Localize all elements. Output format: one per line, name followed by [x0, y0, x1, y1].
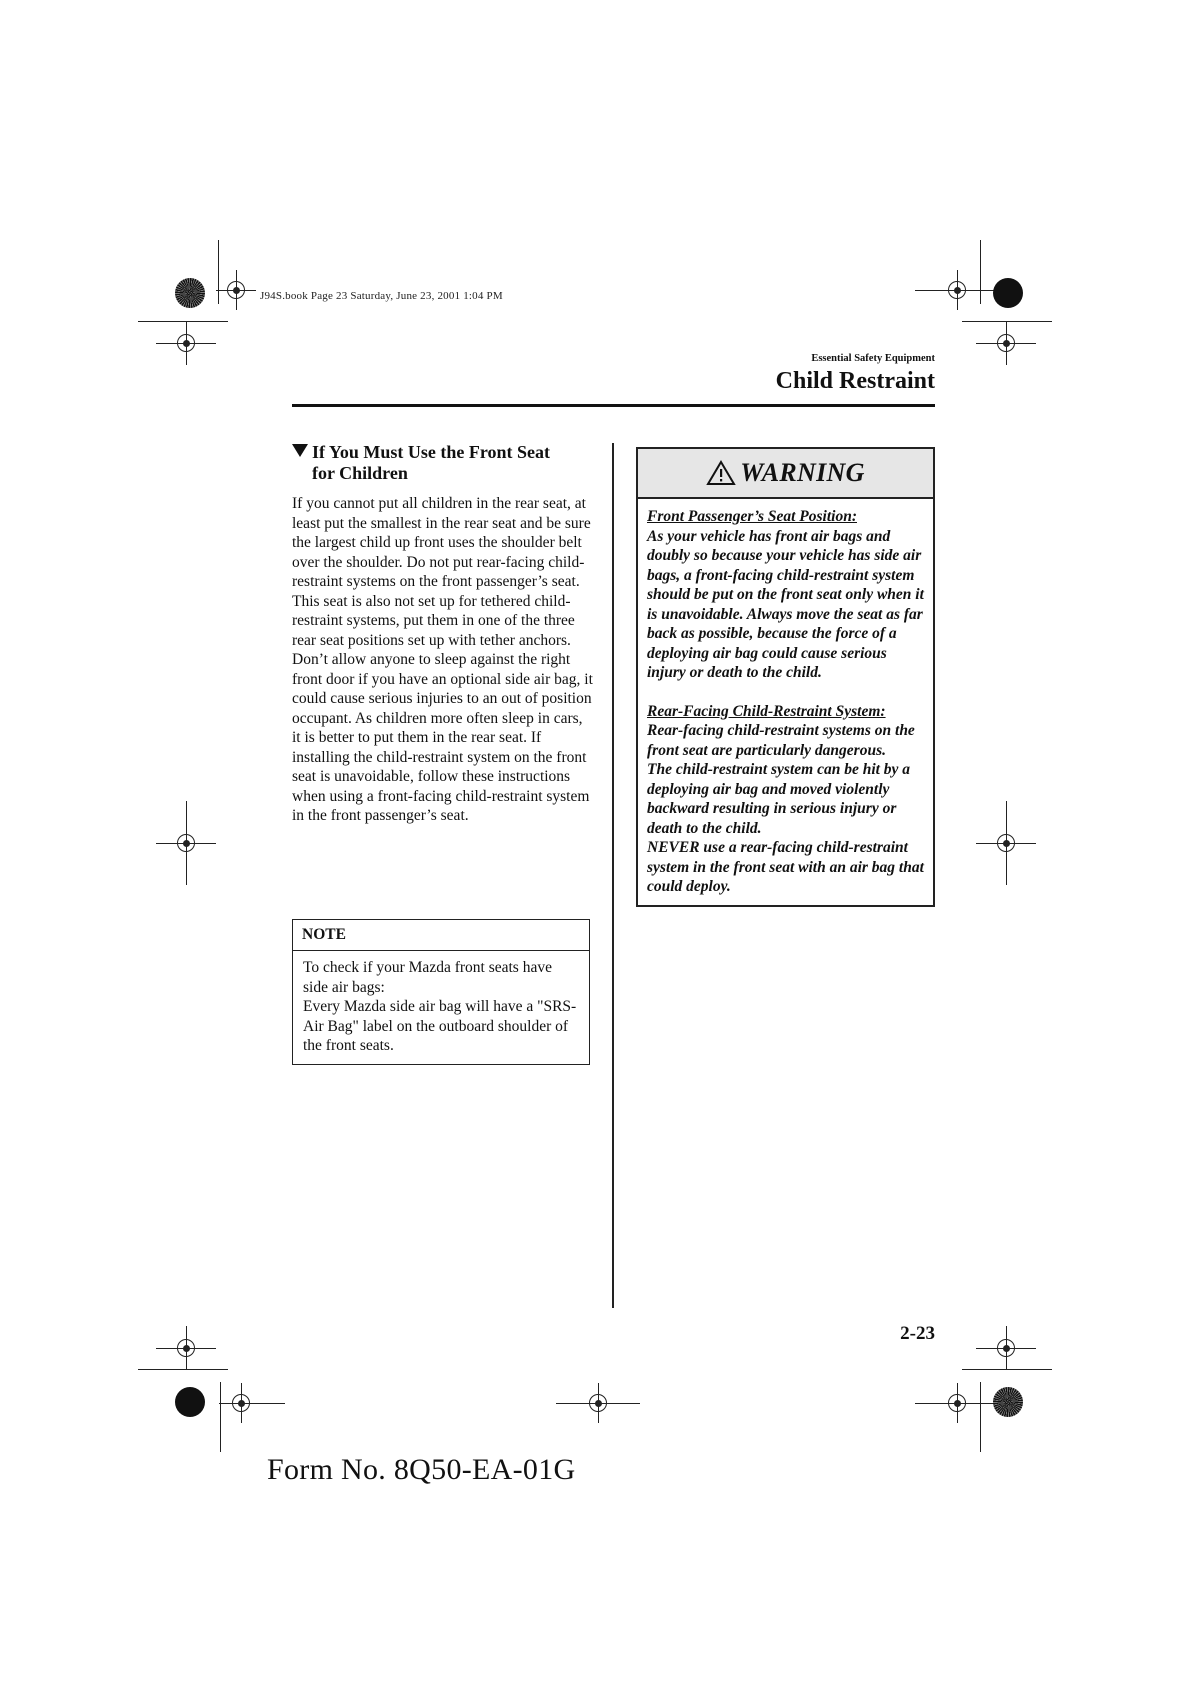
registration-star-icon [175, 278, 205, 308]
registration-dot-icon [993, 278, 1023, 308]
warning-label: Front Passenger’s Seat Position: [647, 508, 857, 525]
warning-box [636, 447, 935, 907]
print-info: J94S.book Page 23 Saturday, June 23, 2001 1:04 PM [260, 290, 503, 302]
registration-dot-icon [175, 1387, 205, 1417]
column-divider [612, 443, 614, 1308]
note-heading: NOTE [293, 920, 589, 951]
warning-triangle-icon [706, 460, 736, 486]
paragraph: If you cannot put all children in the rear seat, at least put the smallest in the rear seat and be sure the largest child up front uses the shoulder belt over the shoulder. Do not put rear-facing child-restraint systems on the front passenger’s seat. This seat is also not set up for tethered child-restraint systems, put them in one of the three rear seat positions set up with tether anchors. [292, 495, 591, 649]
subsection-heading: If You Must Use the Front Seat for Children [292, 442, 592, 484]
header-rule [292, 404, 935, 407]
page-number: 2-23 [900, 1323, 935, 1344]
registration-star-icon [993, 1387, 1023, 1417]
warning-text: The child-restraint system can be hit by a deploying air bag and moved violently backward resulting in serious injury or death to the child. [647, 761, 911, 837]
note-body: To check if your Mazda front seats have side air bags: Every Mazda side air bag will have a "SRS-Air Bag" label on the outboard shoulder of the front seats. [303, 959, 577, 1054]
warning-text: NEVER use a rear-facing child-restraint system in the front seat with an air bag that could deploy. [647, 839, 924, 895]
body-text [292, 494, 594, 826]
warning-title: WARNING [740, 458, 865, 487]
warning-body [638, 499, 933, 905]
warning-header [638, 449, 933, 499]
page-title: Child Restraint [775, 368, 935, 394]
triangle-bullet-icon [292, 444, 308, 457]
warning-text: Rear-facing child-restraint systems on the front seat are particularly dangerous. [647, 722, 915, 759]
paragraph: Don’t allow anyone to sleep against the right front door if you have an optional side air bag, it could cause serious injuries to an out of position occupant. As children more often sleep in cars, it is better to put them in the rear seat. If installing the child-restraint system on the front seat is unavoidable, follow these instructions when using a front-facing child-restraint system in the front passenger’s seat. [292, 651, 593, 824]
note-box [292, 919, 590, 1065]
warning-label: Rear-Facing Child-Restraint System: [647, 702, 886, 720]
section-label: Essential Safety Equipment [811, 353, 935, 364]
warning-text: As your vehicle has front air bags and doubly so because your vehicle has side air bags, a front-facing child-restraint system should be put on the front seat only when it is unavoidable. Always move the seat as far back as possible, because the force of a deploying air bag could cause serious injury or death to the child. [647, 527, 924, 681]
form-number: Form No. 8Q50-EA-01G [267, 1453, 576, 1486]
